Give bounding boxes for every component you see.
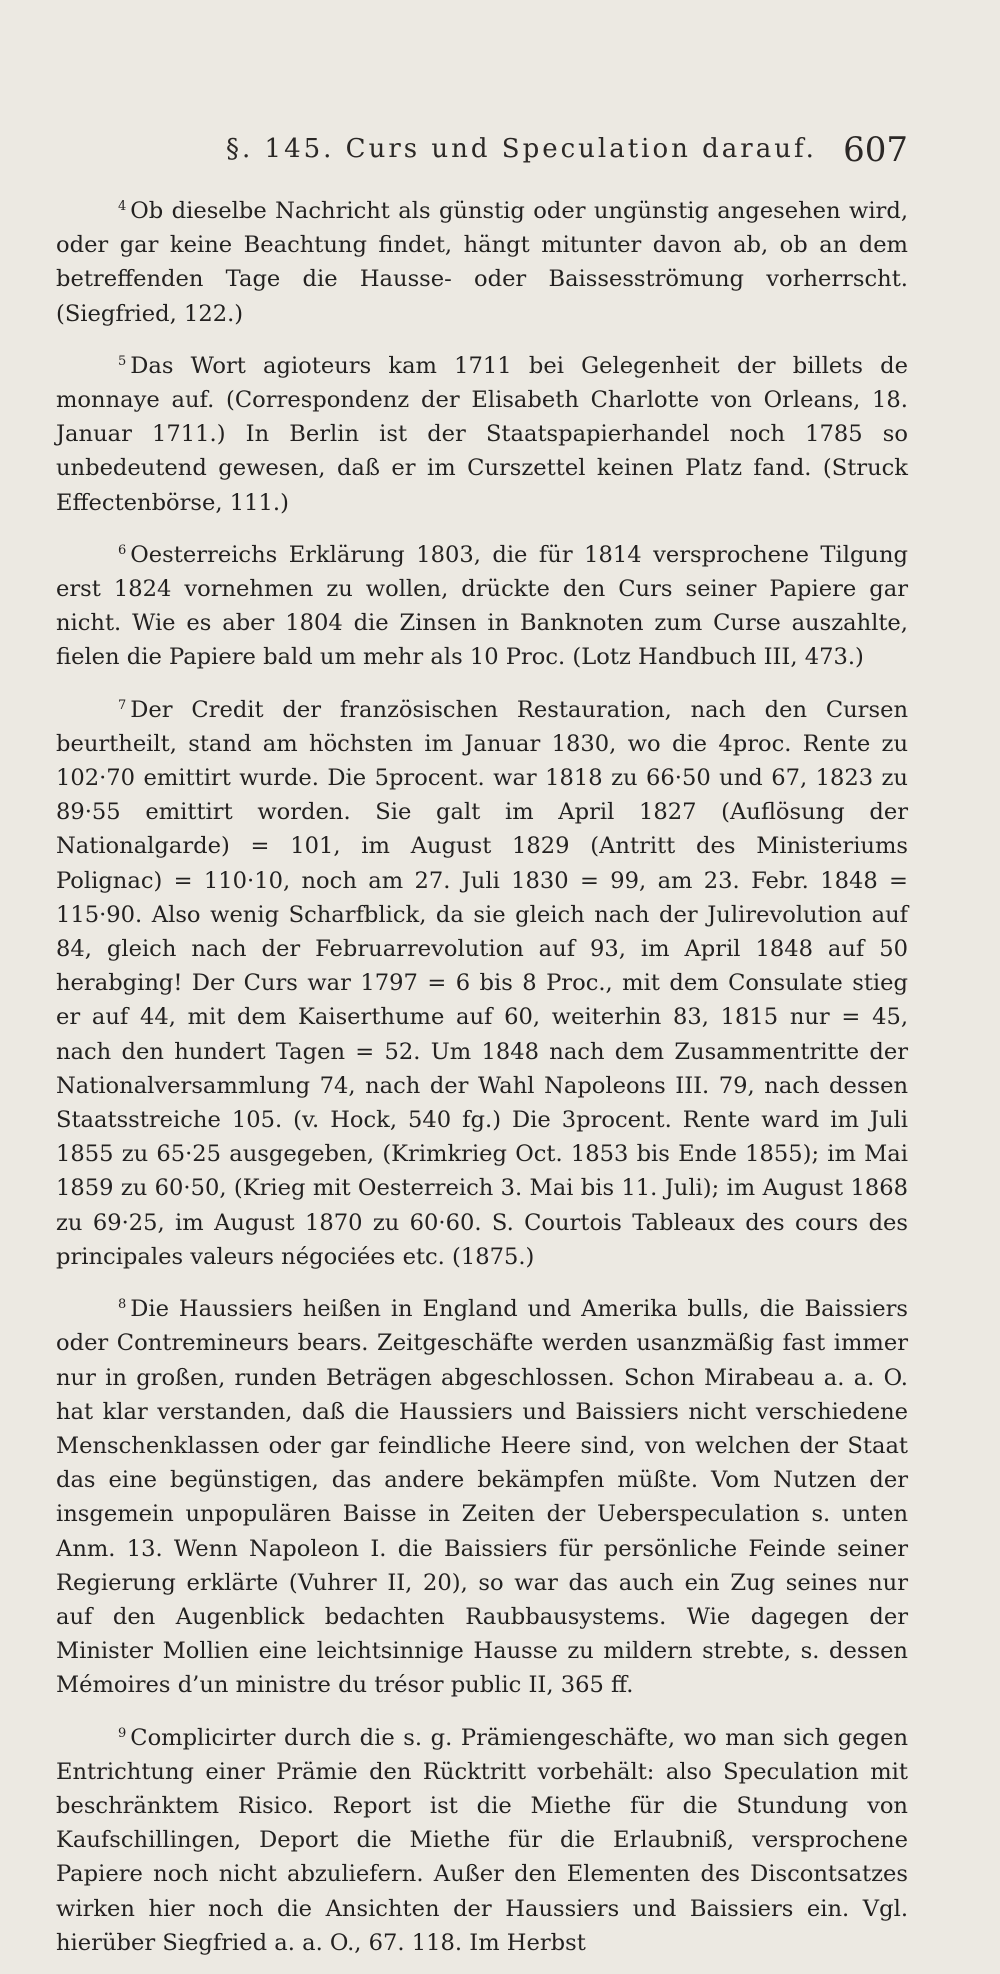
footnote-marker: 4: [118, 199, 127, 214]
footnote-text: Oesterreichs Erklärung 1803, die für 1814 versprochene Tilgung erst 1824 vornehmen zu wollen, drückte den Curs seiner Papiere gar nicht. Wie es aber 1804 die Zinsen in Banknoten zum Curse auszahlte, fielen die Papiere bald um mehr als 10 Proc. (Lotz Handbuch III, 473.): [56, 541, 908, 671]
footnote: [56, 190, 908, 331]
footnote: [56, 534, 908, 675]
footnote-text: Der Credit der französischen Restauration, nach den Cursen beurtheilt, stand am höchsten im Januar 1830, wo die 4proc. Rente zu 102·70 emittirt wurde. Die 5procent. war 1818 zu 66·50 und 67, 1823 zu 89·55 emittirt worden. Sie galt im April 1827 (Auflösung der Nationalgarde) = 101, im August 1829 (Antritt des Ministeriums Polignac) = 110·10, noch am 27. Juli 1830 = 99, am 23. Febr. 1848 = 115·90. Also wenig Scharfblick, da sie gleich nach der Julirevolution auf 84, gleich nach der Februarrevolution auf 93, im April 1848 auf 50 herabging! Der Curs war 1797 = 6 bis 8 Proc., mit dem Consulate stieg er auf 44, mit dem Kaiserthume auf 60, weiterhin 83, 1815 nur = 45, nach den hundert Tagen = 52. Um 1848 nach dem Zusammentritte der Nationalversammlung 74, nach der Wahl Napoleons III. 79, nach dessen Staatsstreiche 105. (v. Hock, 540 fg.) Die 3procent. Rente ward im Juli 1855 zu 65·25 ausgegeben, (Krimkrieg Oct. 1853 bis Ende 1855); im Mai 1859 zu 60·50, (Krieg mit Oesterreich 3. Mai bis 11. Juli); im August 1868 zu 69·25, im August 1870 zu 60·60. S. Courtois Tableaux des cours des principales valeurs négociées etc. (1875.): [56, 696, 908, 1270]
footnote-marker: 8: [118, 1297, 127, 1313]
footnote: [56, 1717, 908, 1960]
footnote-marker: 5: [118, 353, 127, 369]
page-header: [56, 126, 908, 170]
footnote-text: Ob dieselbe Nachricht als günstig oder ungünstig angesehen wird, oder gar keine Beachtung findet, hängt mitunter davon ab, ob an dem betreffenden Tage die Hausse- oder Baissesströmung vorherrscht. (Siegfried, 122.): [56, 198, 908, 327]
footnote-text: Das Wort agioteurs kam 1711 bei Gelegenheit der billets de monnaye auf. (Correspondenz der Elisabeth Charlotte von Orleans, 18. Januar 1711.) In Berlin ist der Staatspapierhandel noch 1785 so unbedeutend gewesen, daß er im Curszettel keinen Platz fand. (Struck Effectenbörse, 111.): [56, 352, 908, 516]
footnote-text: Die Haussiers heißen in England und Amerika bulls, die Baissiers oder Contremineurs bears. Zeitgeschäfte werden usanzmäßig fast immer nur in großen, runden Beträgen abgeschlossen. Schon Mirabeau a. a. O. hat klar verstanden, daß die Haussiers und Baissiers nicht verschiedene Menschenklassen oder gar feindliche Heere sind, von welchen der Staat das eine begünstigen, das andere bekämpfen müßte. Vom Nutzen der insgemein unpopulären Baisse in Zeiten der Ueberspeculation s. unten Anm. 13. Wenn Napoleon I. die Baissiers für persönliche Feinde seiner Regierung erklärte (Vuhrer II, 20), so war das auch ein Zug seines nur auf den Augenblick bedachten Raubbausystems. Wie dagegen der Minister Mollien eine leichtsinnige Hausse zu mildern strebte, s. dessen Mémoires d’un ministre du trésor public II, 365 ff.: [56, 1296, 908, 1699]
footnote-marker: 7: [118, 697, 127, 713]
footnote: [56, 345, 908, 520]
footnote: [56, 1288, 908, 1702]
footnotes: [56, 190, 908, 1974]
footnote-marker: 6: [118, 542, 127, 558]
footnote: [56, 689, 908, 1274]
footnote-text: Complicirter durch die s. g. Prämiengeschäfte, wo man sich gegen Entrichtung einer Prämie den Rücktritt vorbehält: also Speculation mit beschränktem Risico. Report ist die Miethe für die Stundung von Kaufschillingen, Deport die Miethe für die Erlaubniß, versprochene Papiere noch nicht abzuliefern. Außer den Elementen des Discontsatzes wirken hier noch die Ansichten der Haussiers und Baissiers ein. Vgl. hierüber Siegfried a. a. O., 67. 118. Im Herbst: [56, 1724, 908, 1956]
running-title: §. 145. Curs und Speculation darauf.: [226, 134, 817, 164]
page-number: 607: [843, 130, 908, 170]
footnote-marker: 9: [118, 1725, 127, 1741]
